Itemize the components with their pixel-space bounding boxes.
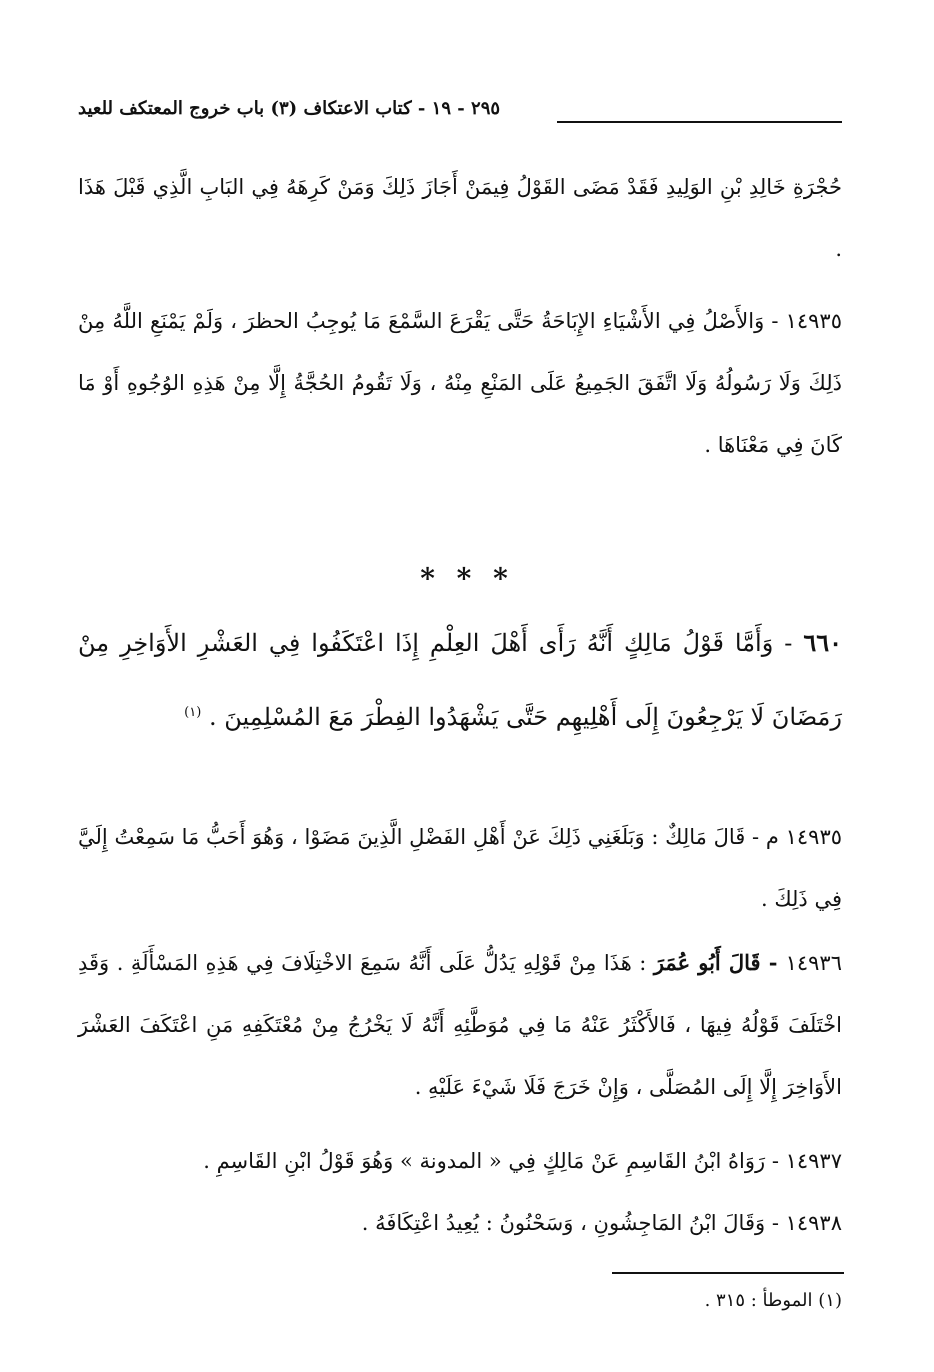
- header-title: ٢٩٥ - ١٩ - كتاب الاعتكاف (٣) باب خروج المعتكف للعيد: [78, 98, 501, 119]
- paragraph-number: ١٤٩٣٥: [785, 309, 842, 333]
- footnote-rule: [612, 1272, 844, 1274]
- paragraph-number: ١٤٩٣٧: [785, 1149, 842, 1173]
- section-separator: * * *: [420, 562, 514, 595]
- footnote: (١) الموطأ : ٣١٥ .: [704, 1290, 842, 1311]
- paragraph-text: - قَالَ مَالِكٌ : وَبَلَغَنِي ذَلِكَ عَنْ أَهْلِ الفَضْلِ الَّذِينَ مَضَوْا ، وَهُوَ أَحَبُّ مَا سَمِعْتُ إِلَيَّ فِي ذَلِكَ .: [78, 825, 842, 911]
- paragraph-14936: [78, 932, 842, 1118]
- section-number: ٦٦٠: [803, 628, 842, 657]
- paragraph-14938: [78, 1192, 842, 1254]
- paragraph-text: - وَالأَصْلُ فِي الأَشْيَاءِ الإِبَاحَةُ حَتَّى يَقْرَعَ السَّمْعَ مَا يُوجِبُ الحظرَ ، وَلَمْ يَمْنَعِ اللَّهُ مِنْ ذَلِكَ وَلَا رَسُولُهُ وَلَا اتَّفَقَ الجَمِيعُ عَلَى المَنْعِ مِنْهُ ، وَلَا تَقُومُ الحُجَّةُ إِلَّا مِنْ هَذِهِ الوُجُوهِ أَوْ مَا كَانَ فِي مَعْنَاهَا .: [78, 309, 842, 457]
- paragraph-14935: [78, 290, 842, 476]
- running-header: [78, 98, 842, 132]
- speaker-label: - قَالَ أَبُو عُمَرَ: [653, 950, 786, 975]
- paragraph-14935m: [78, 806, 842, 930]
- paragraph-number: ١٤٩٣٨: [785, 1211, 842, 1235]
- header-rule: [557, 121, 842, 123]
- paragraph-14937: [78, 1130, 842, 1192]
- paragraph-text: : هَذَا مِنْ قَوْلِهِ يَدُلُّ عَلَى أَنَّهُ سَمِعَ الاخْتِلَافَ فِي هَذِهِ المَسْأَلَةِ . وَقَدِ اخْتَلَفَ قَوْلُهُ فِيهَا ، فَالأَكْثَرُ عَنْهُ مَا فِي مُوَطَّئِهِ أَنَّهُ لَا يَخْرُجُ مِنْ مُعْتَكَفِهِ مَنِ اعْتَكَفَ العَشْرَ الأَوَاخِرَ إِلَّا إِلَى المُصَلَّى ، وَإِنْ خَرَجَ فَلَا شَيْءَ عَلَيْهِ .: [78, 951, 842, 1099]
- section-heading-660: [78, 608, 842, 752]
- section-text: - وَأَمَّا قَوْلُ مَالِكٍ أَنَّهُ رَأَى أَهْلَ العِلْمِ إِذَا اعْتَكَفُوا فِي العَشْرِ الأَوَاخِرِ مِنْ رَمَضَانَ لَا يَرْجِعُونَ إِلَى أَهْلِيهِم حَتَّى يَشْهَدُوا الفِطْرَ مَعَ المُسْلِمِينَ .: [78, 629, 842, 731]
- paragraph-text: حُجْرَةِ خَالِدِ بْنِ الوَلِيدِ فَقَدْ مَضَى القَوْلُ فِيمَنْ أَجَازَ ذَلِكَ وَمَنْ كَرِهَهُ فِي البَابِ الَّذِي قَبْلَ هَذَا .: [78, 175, 842, 261]
- footnote-ref: (١): [184, 705, 202, 720]
- paragraph-number: ١٤٩٣٥ م: [765, 825, 843, 849]
- paragraph-continuation: [78, 156, 842, 280]
- paragraph-text: - وَقَالَ ابْنُ المَاجِشُونِ ، وَسَحْنُونُ : يُعِيدُ اعْتِكَافَهُ .: [361, 1211, 786, 1235]
- paragraph-text: - رَوَاهُ ابْنُ القَاسِمِ عَنْ مَالِكٍ فِي « المدونة » وَهُوَ قَوْلُ ابْنِ القَاسِمِ .: [203, 1149, 786, 1173]
- paragraph-number: ١٤٩٣٦: [785, 951, 842, 975]
